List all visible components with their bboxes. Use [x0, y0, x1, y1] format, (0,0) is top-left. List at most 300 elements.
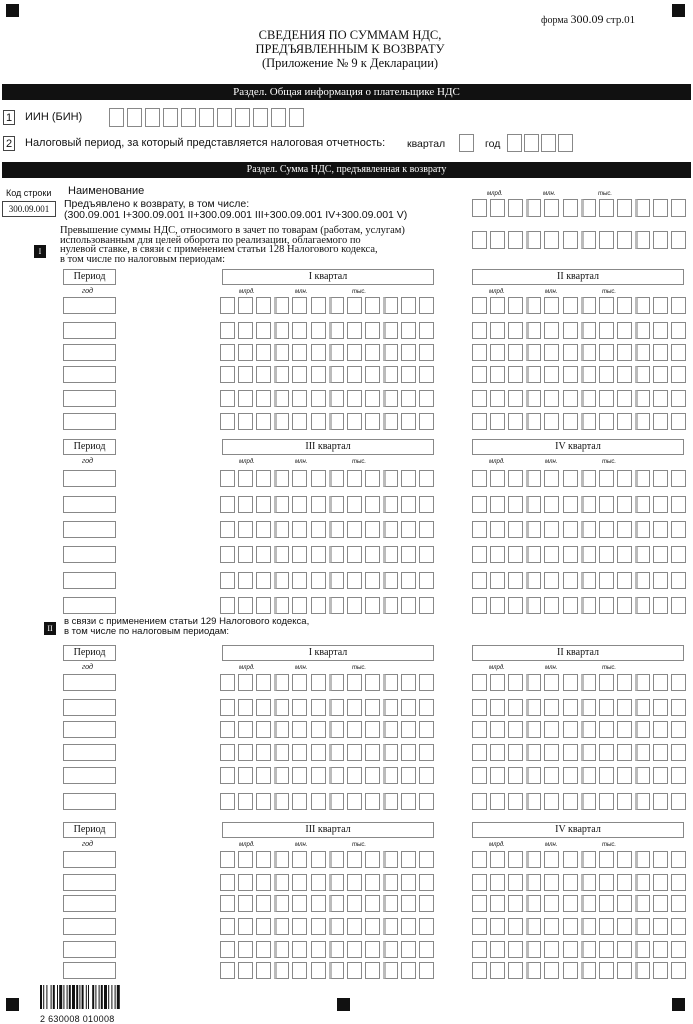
part2-q12-digit-cell[interactable] — [292, 721, 307, 738]
part2-q34-digit-cell[interactable] — [347, 874, 362, 891]
year-digit-cell[interactable] — [558, 134, 573, 152]
part2-q34-digit-cell[interactable] — [256, 895, 271, 912]
part1-q12-digit-cell[interactable] — [653, 297, 668, 314]
part1-q34-digit-cell[interactable] — [472, 521, 487, 538]
part1-q12-digit-cell[interactable] — [383, 297, 398, 314]
part2-q34-digit-cell[interactable] — [220, 874, 235, 891]
part1-q12-digit-cell[interactable] — [563, 297, 578, 314]
part2-q12-digit-cell[interactable] — [292, 744, 307, 761]
part1-q34-digit-cell[interactable] — [671, 521, 686, 538]
part2-q12-digit-cell[interactable] — [401, 699, 416, 716]
total-digit-cell[interactable] — [526, 199, 541, 217]
part1-q12-digit-cell[interactable] — [563, 413, 578, 430]
part2-q12-digit-cell[interactable] — [526, 699, 541, 716]
part2-q34-digit-cell[interactable] — [292, 851, 307, 868]
part2-q34-digit-cell[interactable] — [238, 895, 253, 912]
part2-q12-digit-cell[interactable] — [508, 793, 523, 810]
part2-q34-digit-cell[interactable] — [671, 895, 686, 912]
part2-q34-digit-cell[interactable] — [508, 962, 523, 979]
part1-q12-digit-cell[interactable] — [220, 413, 235, 430]
part1-q12-digit-cell[interactable] — [419, 390, 434, 407]
part1-q12-digit-cell[interactable] — [599, 322, 614, 339]
part1-q34-digit-cell[interactable] — [220, 572, 235, 589]
part2-q12-digit-cell[interactable] — [238, 793, 253, 810]
part2-q34-digit-cell[interactable] — [419, 941, 434, 958]
part1-q34-digit-cell[interactable] — [311, 572, 326, 589]
part1-q12-digit-cell[interactable] — [472, 390, 487, 407]
part1-q34-digit-cell[interactable] — [653, 470, 668, 487]
part2-q12-digit-cell[interactable] — [544, 744, 559, 761]
part2-q34-digit-cell[interactable] — [581, 941, 596, 958]
part1-q12-digit-cell[interactable] — [329, 413, 344, 430]
part1-digit-cell[interactable] — [635, 231, 650, 249]
part2-q12-digit-cell[interactable] — [599, 674, 614, 691]
part2-q34-digit-cell[interactable] — [472, 874, 487, 891]
part2-q12-digit-cell[interactable] — [526, 793, 541, 810]
part1-q34-digit-cell[interactable] — [347, 572, 362, 589]
part2-q12-digit-cell[interactable] — [563, 793, 578, 810]
part2-q12-digit-cell[interactable] — [329, 793, 344, 810]
year-digit-cell[interactable] — [524, 134, 539, 152]
part1-q34-digit-cell[interactable] — [563, 597, 578, 614]
part1-q12-digit-cell[interactable] — [581, 413, 596, 430]
part2-q34-digit-cell[interactable] — [490, 874, 505, 891]
part1-q34-digit-cell[interactable] — [508, 597, 523, 614]
part2-q34-digit-cell[interactable] — [238, 918, 253, 935]
part2-q34-digit-cell[interactable] — [508, 918, 523, 935]
part2-q34-digit-cell[interactable] — [472, 962, 487, 979]
part2-q12-digit-cell[interactable] — [329, 767, 344, 784]
part2-q12-digit-cell[interactable] — [472, 744, 487, 761]
part1-q34-digit-cell[interactable] — [292, 470, 307, 487]
part1-q12-digit-cell[interactable] — [563, 390, 578, 407]
part2-q12-digit-cell[interactable] — [365, 793, 380, 810]
part2-q12-digit-cell[interactable] — [490, 767, 505, 784]
part1-q12-digit-cell[interactable] — [653, 366, 668, 383]
part1-q12-digit-cell[interactable] — [563, 344, 578, 361]
part1-q34-digit-cell[interactable] — [401, 572, 416, 589]
part1-q12-digit-cell[interactable] — [220, 297, 235, 314]
part1-q34-digit-cell[interactable] — [508, 521, 523, 538]
part2-q34-digit-cell[interactable] — [292, 918, 307, 935]
part1-q34-digit-cell[interactable] — [526, 597, 541, 614]
part2-q34-year-input[interactable] — [63, 918, 116, 935]
part1-q12-digit-cell[interactable] — [653, 390, 668, 407]
part1-q34-digit-cell[interactable] — [671, 496, 686, 513]
part1-q34-digit-cell[interactable] — [544, 470, 559, 487]
part2-q12-digit-cell[interactable] — [617, 674, 632, 691]
part2-q34-digit-cell[interactable] — [563, 962, 578, 979]
part1-q34-digit-cell[interactable] — [599, 572, 614, 589]
part1-q34-digit-cell[interactable] — [220, 496, 235, 513]
part2-q12-year-input[interactable] — [63, 721, 116, 738]
part2-q12-year-input[interactable] — [63, 767, 116, 784]
part2-q12-digit-cell[interactable] — [671, 699, 686, 716]
part1-q34-digit-cell[interactable] — [544, 496, 559, 513]
part2-q12-digit-cell[interactable] — [599, 793, 614, 810]
part2-q12-digit-cell[interactable] — [401, 674, 416, 691]
part1-q34-digit-cell[interactable] — [365, 572, 380, 589]
part1-q12-digit-cell[interactable] — [653, 322, 668, 339]
part2-q34-digit-cell[interactable] — [256, 918, 271, 935]
iin-digit-cell[interactable] — [289, 108, 304, 127]
part1-q34-digit-cell[interactable] — [238, 572, 253, 589]
part1-q34-digit-cell[interactable] — [563, 470, 578, 487]
part1-q34-digit-cell[interactable] — [544, 521, 559, 538]
part1-q12-digit-cell[interactable] — [401, 344, 416, 361]
part1-q34-digit-cell[interactable] — [365, 546, 380, 563]
part1-q34-digit-cell[interactable] — [311, 597, 326, 614]
part2-q34-digit-cell[interactable] — [526, 895, 541, 912]
part1-q34-digit-cell[interactable] — [220, 546, 235, 563]
part2-q12-digit-cell[interactable] — [563, 721, 578, 738]
quarter-input[interactable] — [459, 134, 474, 152]
part2-q12-digit-cell[interactable] — [653, 744, 668, 761]
total-digit-cell[interactable] — [490, 199, 505, 217]
part2-q34-digit-cell[interactable] — [472, 941, 487, 958]
part2-q12-digit-cell[interactable] — [256, 767, 271, 784]
part1-digit-cell[interactable] — [563, 231, 578, 249]
part2-q12-digit-cell[interactable] — [599, 721, 614, 738]
part2-q12-digit-cell[interactable] — [526, 721, 541, 738]
part1-q12-digit-cell[interactable] — [599, 413, 614, 430]
part1-q34-digit-cell[interactable] — [508, 546, 523, 563]
part2-q12-digit-cell[interactable] — [617, 721, 632, 738]
part2-q12-digit-cell[interactable] — [544, 674, 559, 691]
part1-q12-digit-cell[interactable] — [419, 344, 434, 361]
part1-q34-digit-cell[interactable] — [238, 597, 253, 614]
part1-q12-digit-cell[interactable] — [256, 322, 271, 339]
part2-q34-digit-cell[interactable] — [238, 941, 253, 958]
part2-q12-digit-cell[interactable] — [653, 721, 668, 738]
part2-q12-digit-cell[interactable] — [563, 699, 578, 716]
total-digit-cell[interactable] — [581, 199, 596, 217]
part1-q12-digit-cell[interactable] — [365, 322, 380, 339]
part1-q12-digit-cell[interactable] — [635, 366, 650, 383]
part1-q34-digit-cell[interactable] — [581, 496, 596, 513]
part2-q12-digit-cell[interactable] — [419, 699, 434, 716]
part2-q34-digit-cell[interactable] — [544, 941, 559, 958]
part2-q12-digit-cell[interactable] — [599, 767, 614, 784]
part2-q34-digit-cell[interactable] — [238, 962, 253, 979]
iin-digit-cell[interactable] — [163, 108, 178, 127]
part1-q34-digit-cell[interactable] — [329, 470, 344, 487]
iin-digit-cell[interactable] — [199, 108, 214, 127]
part1-q34-digit-cell[interactable] — [544, 572, 559, 589]
part2-q12-digit-cell[interactable] — [292, 793, 307, 810]
part2-q34-digit-cell[interactable] — [401, 874, 416, 891]
part2-q12-digit-cell[interactable] — [220, 744, 235, 761]
part1-q34-digit-cell[interactable] — [635, 496, 650, 513]
part1-q34-digit-cell[interactable] — [653, 572, 668, 589]
part1-q12-digit-cell[interactable] — [526, 413, 541, 430]
part2-q34-digit-cell[interactable] — [526, 962, 541, 979]
part2-q34-digit-cell[interactable] — [365, 941, 380, 958]
part1-q12-digit-cell[interactable] — [635, 390, 650, 407]
part1-q12-digit-cell[interactable] — [599, 297, 614, 314]
part2-q12-digit-cell[interactable] — [365, 744, 380, 761]
part1-q12-year-input[interactable] — [63, 390, 116, 407]
part1-q34-digit-cell[interactable] — [563, 496, 578, 513]
part2-q34-digit-cell[interactable] — [311, 895, 326, 912]
part2-q12-digit-cell[interactable] — [274, 793, 289, 810]
part1-q34-digit-cell[interactable] — [490, 470, 505, 487]
part2-q34-digit-cell[interactable] — [635, 941, 650, 958]
part2-q12-digit-cell[interactable] — [526, 767, 541, 784]
iin-digit-cell[interactable] — [271, 108, 286, 127]
part1-q34-digit-cell[interactable] — [383, 496, 398, 513]
part1-q34-year-input[interactable] — [63, 572, 116, 589]
total-digit-cell[interactable] — [544, 199, 559, 217]
part1-q12-digit-cell[interactable] — [365, 297, 380, 314]
part2-q12-digit-cell[interactable] — [238, 674, 253, 691]
part2-q12-digit-cell[interactable] — [347, 793, 362, 810]
total-digit-cell[interactable] — [508, 199, 523, 217]
part2-q34-digit-cell[interactable] — [274, 851, 289, 868]
part2-q34-digit-cell[interactable] — [490, 962, 505, 979]
part1-q34-digit-cell[interactable] — [490, 572, 505, 589]
part2-q12-digit-cell[interactable] — [238, 767, 253, 784]
part1-q34-digit-cell[interactable] — [544, 546, 559, 563]
part1-q34-digit-cell[interactable] — [256, 470, 271, 487]
part2-q34-digit-cell[interactable] — [617, 851, 632, 868]
part2-q12-digit-cell[interactable] — [490, 674, 505, 691]
part2-q34-digit-cell[interactable] — [599, 918, 614, 935]
part1-q12-digit-cell[interactable] — [274, 297, 289, 314]
part2-q12-digit-cell[interactable] — [238, 721, 253, 738]
part1-digit-cell[interactable] — [490, 231, 505, 249]
part1-q12-digit-cell[interactable] — [365, 366, 380, 383]
part2-q34-digit-cell[interactable] — [274, 941, 289, 958]
part1-q34-digit-cell[interactable] — [256, 546, 271, 563]
part1-q12-digit-cell[interactable] — [508, 297, 523, 314]
part2-q34-digit-cell[interactable] — [419, 918, 434, 935]
part1-q12-digit-cell[interactable] — [419, 297, 434, 314]
part1-q34-digit-cell[interactable] — [419, 546, 434, 563]
part2-q34-digit-cell[interactable] — [544, 918, 559, 935]
part1-q34-digit-cell[interactable] — [347, 546, 362, 563]
part2-q34-digit-cell[interactable] — [635, 895, 650, 912]
part1-q12-digit-cell[interactable] — [238, 390, 253, 407]
part1-q12-digit-cell[interactable] — [653, 413, 668, 430]
part1-q12-digit-cell[interactable] — [472, 366, 487, 383]
part1-q12-digit-cell[interactable] — [311, 366, 326, 383]
part1-digit-cell[interactable] — [617, 231, 632, 249]
part2-q12-digit-cell[interactable] — [544, 793, 559, 810]
part1-q34-digit-cell[interactable] — [599, 521, 614, 538]
part2-q34-digit-cell[interactable] — [274, 962, 289, 979]
part2-q12-digit-cell[interactable] — [508, 674, 523, 691]
part2-q34-digit-cell[interactable] — [653, 895, 668, 912]
part2-q34-digit-cell[interactable] — [292, 874, 307, 891]
part1-q12-digit-cell[interactable] — [329, 390, 344, 407]
part1-q12-digit-cell[interactable] — [599, 344, 614, 361]
part1-q12-digit-cell[interactable] — [292, 322, 307, 339]
part1-q34-year-input[interactable] — [63, 470, 116, 487]
part1-q34-digit-cell[interactable] — [581, 521, 596, 538]
part2-q34-digit-cell[interactable] — [274, 918, 289, 935]
part2-q34-digit-cell[interactable] — [347, 895, 362, 912]
part1-q12-digit-cell[interactable] — [472, 322, 487, 339]
part1-q12-digit-cell[interactable] — [383, 322, 398, 339]
part2-q12-digit-cell[interactable] — [490, 721, 505, 738]
part2-q34-digit-cell[interactable] — [617, 918, 632, 935]
part2-q12-digit-cell[interactable] — [563, 767, 578, 784]
part1-q12-digit-cell[interactable] — [311, 390, 326, 407]
part2-q34-digit-cell[interactable] — [401, 918, 416, 935]
part2-q12-digit-cell[interactable] — [526, 674, 541, 691]
part1-q12-digit-cell[interactable] — [490, 390, 505, 407]
part1-q34-digit-cell[interactable] — [383, 546, 398, 563]
part1-q12-digit-cell[interactable] — [256, 366, 271, 383]
part1-q12-digit-cell[interactable] — [238, 366, 253, 383]
part1-q34-digit-cell[interactable] — [581, 597, 596, 614]
part2-q12-digit-cell[interactable] — [329, 699, 344, 716]
part1-q34-digit-cell[interactable] — [401, 546, 416, 563]
part2-q34-year-input[interactable] — [63, 895, 116, 912]
part2-q34-digit-cell[interactable] — [311, 918, 326, 935]
part1-q34-digit-cell[interactable] — [365, 470, 380, 487]
iin-digit-cell[interactable] — [235, 108, 250, 127]
part1-q34-digit-cell[interactable] — [220, 521, 235, 538]
part1-q34-digit-cell[interactable] — [419, 597, 434, 614]
part2-q34-digit-cell[interactable] — [671, 851, 686, 868]
part1-q12-digit-cell[interactable] — [599, 390, 614, 407]
part1-q34-digit-cell[interactable] — [347, 470, 362, 487]
part1-q34-digit-cell[interactable] — [292, 572, 307, 589]
part2-q34-digit-cell[interactable] — [544, 962, 559, 979]
part2-q34-digit-cell[interactable] — [671, 918, 686, 935]
part1-q12-digit-cell[interactable] — [581, 322, 596, 339]
part2-q12-digit-cell[interactable] — [671, 793, 686, 810]
part1-q34-digit-cell[interactable] — [292, 496, 307, 513]
part1-q12-digit-cell[interactable] — [329, 366, 344, 383]
part1-q12-digit-cell[interactable] — [581, 366, 596, 383]
part2-q34-digit-cell[interactable] — [347, 851, 362, 868]
part2-q34-digit-cell[interactable] — [383, 962, 398, 979]
part1-q34-digit-cell[interactable] — [347, 597, 362, 614]
year-digit-cell[interactable] — [507, 134, 522, 152]
part2-q12-digit-cell[interactable] — [526, 744, 541, 761]
part1-q12-digit-cell[interactable] — [544, 366, 559, 383]
part2-q34-digit-cell[interactable] — [599, 962, 614, 979]
part1-q12-digit-cell[interactable] — [292, 344, 307, 361]
part2-q12-digit-cell[interactable] — [617, 793, 632, 810]
part1-q12-digit-cell[interactable] — [238, 297, 253, 314]
part1-q12-digit-cell[interactable] — [274, 366, 289, 383]
part1-digit-cell[interactable] — [508, 231, 523, 249]
part1-q34-digit-cell[interactable] — [329, 496, 344, 513]
part1-q12-digit-cell[interactable] — [292, 366, 307, 383]
part2-q34-digit-cell[interactable] — [220, 918, 235, 935]
part1-q34-digit-cell[interactable] — [220, 470, 235, 487]
part2-q12-digit-cell[interactable] — [220, 699, 235, 716]
part2-q12-digit-cell[interactable] — [238, 744, 253, 761]
part2-q12-digit-cell[interactable] — [563, 674, 578, 691]
iin-digit-cell[interactable] — [217, 108, 232, 127]
part2-q12-digit-cell[interactable] — [383, 744, 398, 761]
part1-q12-digit-cell[interactable] — [401, 366, 416, 383]
part2-q34-digit-cell[interactable] — [274, 895, 289, 912]
part1-q12-digit-cell[interactable] — [238, 413, 253, 430]
part2-q34-digit-cell[interactable] — [347, 941, 362, 958]
part2-q12-year-input[interactable] — [63, 793, 116, 810]
part1-q12-digit-cell[interactable] — [617, 344, 632, 361]
part2-q34-digit-cell[interactable] — [563, 895, 578, 912]
part1-q34-digit-cell[interactable] — [401, 496, 416, 513]
part1-q12-digit-cell[interactable] — [671, 366, 686, 383]
part1-q34-digit-cell[interactable] — [329, 572, 344, 589]
part2-q34-digit-cell[interactable] — [617, 941, 632, 958]
part1-q12-digit-cell[interactable] — [617, 390, 632, 407]
part2-q34-digit-cell[interactable] — [635, 874, 650, 891]
part1-q12-digit-cell[interactable] — [292, 413, 307, 430]
part1-q34-digit-cell[interactable] — [671, 470, 686, 487]
part2-q12-digit-cell[interactable] — [365, 767, 380, 784]
part1-q12-digit-cell[interactable] — [347, 322, 362, 339]
part2-q34-digit-cell[interactable] — [563, 941, 578, 958]
part2-q34-digit-cell[interactable] — [365, 895, 380, 912]
part2-q34-digit-cell[interactable] — [329, 941, 344, 958]
part1-q12-digit-cell[interactable] — [544, 322, 559, 339]
part2-q34-digit-cell[interactable] — [329, 895, 344, 912]
part1-q34-digit-cell[interactable] — [274, 597, 289, 614]
part2-q34-digit-cell[interactable] — [256, 941, 271, 958]
part2-q34-digit-cell[interactable] — [635, 962, 650, 979]
part1-q34-digit-cell[interactable] — [490, 597, 505, 614]
part2-q34-digit-cell[interactable] — [383, 941, 398, 958]
part2-q12-digit-cell[interactable] — [544, 767, 559, 784]
part2-q34-digit-cell[interactable] — [347, 918, 362, 935]
part2-q12-digit-cell[interactable] — [635, 674, 650, 691]
part2-q34-digit-cell[interactable] — [544, 851, 559, 868]
part1-q12-digit-cell[interactable] — [599, 366, 614, 383]
part2-q12-digit-cell[interactable] — [311, 744, 326, 761]
part1-q34-digit-cell[interactable] — [401, 597, 416, 614]
part1-q12-digit-cell[interactable] — [274, 322, 289, 339]
part1-q12-digit-cell[interactable] — [635, 322, 650, 339]
part2-q34-digit-cell[interactable] — [671, 962, 686, 979]
part1-q12-digit-cell[interactable] — [401, 390, 416, 407]
part1-q12-digit-cell[interactable] — [329, 297, 344, 314]
part2-q34-digit-cell[interactable] — [599, 895, 614, 912]
part2-q12-digit-cell[interactable] — [401, 767, 416, 784]
part2-q12-digit-cell[interactable] — [365, 721, 380, 738]
part2-q12-digit-cell[interactable] — [311, 793, 326, 810]
part2-q12-digit-cell[interactable] — [347, 744, 362, 761]
part1-q12-digit-cell[interactable] — [365, 344, 380, 361]
part2-q34-digit-cell[interactable] — [653, 851, 668, 868]
part2-q12-digit-cell[interactable] — [347, 767, 362, 784]
part1-q12-digit-cell[interactable] — [329, 322, 344, 339]
part1-digit-cell[interactable] — [653, 231, 668, 249]
part1-q34-digit-cell[interactable] — [292, 597, 307, 614]
part1-q12-digit-cell[interactable] — [347, 344, 362, 361]
total-digit-cell[interactable] — [563, 199, 578, 217]
part2-q34-digit-cell[interactable] — [526, 874, 541, 891]
part1-q12-digit-cell[interactable] — [472, 413, 487, 430]
part1-q12-digit-cell[interactable] — [526, 322, 541, 339]
part1-q34-digit-cell[interactable] — [274, 572, 289, 589]
part1-q34-digit-cell[interactable] — [581, 572, 596, 589]
part2-q12-digit-cell[interactable] — [490, 793, 505, 810]
part1-q34-digit-cell[interactable] — [311, 470, 326, 487]
part1-q34-digit-cell[interactable] — [581, 546, 596, 563]
part1-q34-digit-cell[interactable] — [274, 521, 289, 538]
part1-q34-digit-cell[interactable] — [617, 572, 632, 589]
part1-q12-digit-cell[interactable] — [419, 413, 434, 430]
total-digit-cell[interactable] — [617, 199, 632, 217]
